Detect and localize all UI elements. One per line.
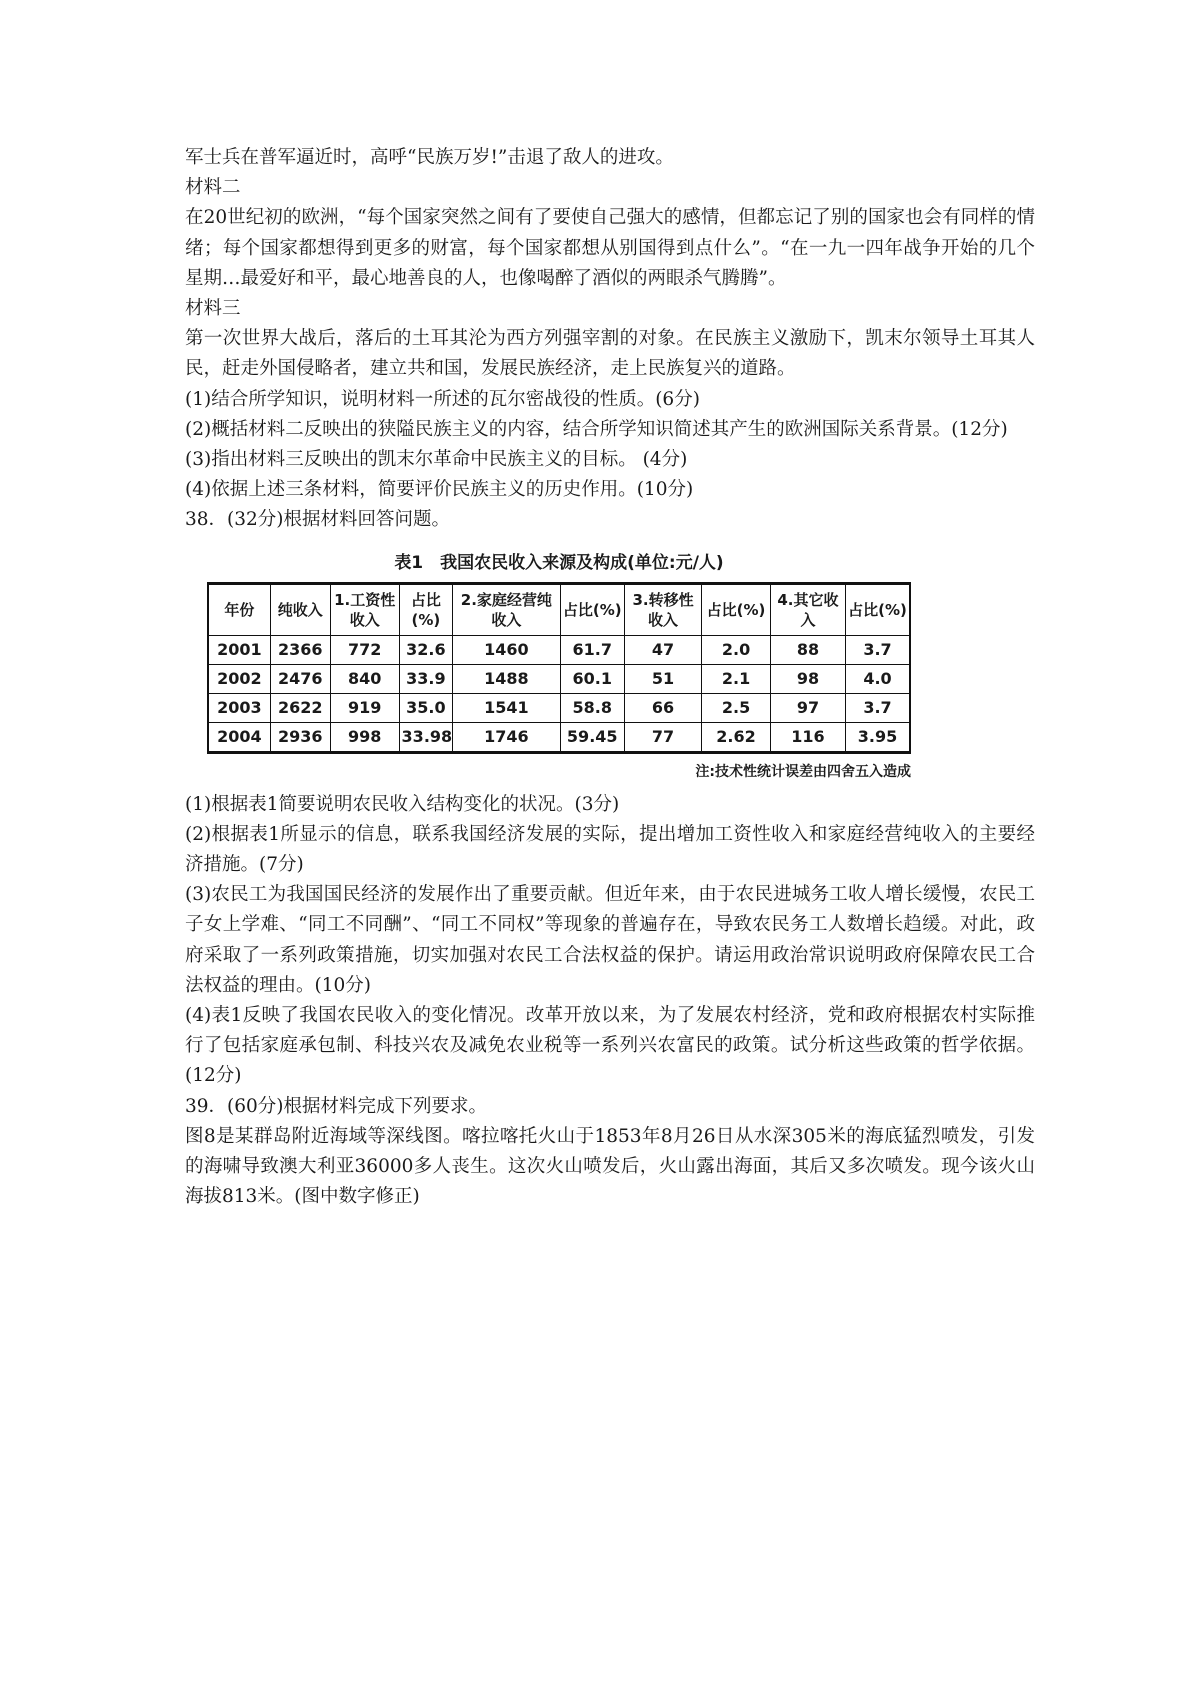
table-row bbox=[208, 635, 910, 664]
table-cell: 77 bbox=[624, 722, 701, 752]
table-cell: 2.62 bbox=[702, 722, 771, 752]
question-38-2: (2)根据表1所显示的信息，联系我国经济发展的实际，提出增加工资性收入和家庭经营纯收入的主要经济措施。(7分) bbox=[185, 823, 1035, 876]
header-transfer-income: 3.转移性收入 bbox=[624, 583, 701, 635]
paragraph-material-three: 第一次世界大战后，落后的土耳其沦为西方列强宰割的对象。在民族主义激励下，凯末尔领导土耳其人民，赶走外国侵略者，建立共和国，发展民族经济，走上民族复兴的道路。 bbox=[185, 328, 1035, 380]
table-cell: 1746 bbox=[453, 722, 560, 752]
question-37-2: (2)概括材料二反映出的狭隘民族主义的内容，结合所学知识简述其产生的欧洲国际关系背景。(12分) bbox=[185, 418, 1008, 440]
question-38-heading: 38．(32分)根据材料回答问题。 bbox=[185, 509, 451, 531]
paragraph-figure-8: 图8是某群岛附近海域等深线图。喀拉喀托火山于1853年8月26日从水深305米的海底猛烈喷发，引发的海啸导致澳大利亚36000多人丧生。这次火山喷发后，火山露出海面，其后又多次喷发。现今该火山海拔813米。(图中数字修正) bbox=[185, 1125, 1035, 1208]
table-cell: 998 bbox=[330, 722, 399, 752]
table-cell: 2001 bbox=[208, 635, 270, 664]
table-cell: 840 bbox=[330, 664, 399, 693]
header-household-income: 2.家庭经营纯收入 bbox=[453, 583, 560, 635]
table-cell: 2.5 bbox=[702, 693, 771, 722]
table-cell: 51 bbox=[624, 664, 701, 693]
header-wage-share: 占比(%) bbox=[399, 583, 453, 635]
table-cell: 2002 bbox=[208, 664, 270, 693]
table-cell: 2003 bbox=[208, 693, 270, 722]
table-cell: 97 bbox=[770, 693, 845, 722]
table-cell: 1488 bbox=[453, 664, 560, 693]
table-row bbox=[208, 693, 910, 722]
table-cell: 919 bbox=[330, 693, 399, 722]
table-cell: 3.7 bbox=[846, 635, 910, 664]
table-header-row bbox=[208, 583, 910, 635]
table-note: 注:技术性统计误差由四舍五入造成 bbox=[695, 763, 911, 780]
table-cell: 61.7 bbox=[560, 635, 624, 664]
table-cell: 772 bbox=[330, 635, 399, 664]
question-37-1: (1)结合所学知识，说明材料一所述的瓦尔密战役的性质。(6分) bbox=[185, 388, 700, 410]
table-cell: 32.6 bbox=[399, 635, 453, 664]
table-cell: 33.98 bbox=[399, 722, 453, 752]
header-household-share: 占比(%) bbox=[560, 583, 624, 635]
material-three-heading: 材料三 bbox=[185, 298, 241, 320]
question-37-3: (3)指出材料三反映出的凯末尔革命中民族主义的目标。 (4分) bbox=[185, 449, 688, 471]
income-table bbox=[207, 582, 911, 754]
paragraph-top-0: 军士兵在普军逼近时，高呼“民族万岁!”击退了敌人的进攻。 bbox=[185, 147, 674, 168]
table-cell: 2.0 bbox=[702, 635, 771, 664]
table-row bbox=[208, 722, 910, 752]
table-row bbox=[208, 664, 910, 693]
header-year: 年份 bbox=[208, 583, 270, 635]
table-cell: 88 bbox=[770, 635, 845, 664]
header-other-share: 占比(%) bbox=[846, 583, 910, 635]
table-cell: 2936 bbox=[270, 722, 330, 752]
income-table-block bbox=[207, 552, 911, 782]
question-39-heading: 39．(60分)根据材料完成下列要求。 bbox=[185, 1095, 488, 1117]
header-other-income: 4.其它收入 bbox=[770, 583, 845, 635]
header-transfer-share: 占比(%) bbox=[702, 583, 771, 635]
table-cell: 47 bbox=[624, 635, 701, 664]
table-cell: 59.45 bbox=[560, 722, 624, 752]
table-cell: 116 bbox=[770, 722, 845, 752]
table-cell: 35.0 bbox=[399, 693, 453, 722]
table-cell: 58.8 bbox=[560, 693, 624, 722]
document-page bbox=[185, 143, 1035, 1212]
paragraph-material-two: 在20世纪初的欧洲，“每个国家突然之间有了要使自己强大的感情，但都忘记了别的国家也会有同样的情绪；每个国家都想得到更多的财富，每个国家都想从别国得到点什么”。“在一九一四年战争开始的几个星期…最爱好和平，最心地善良的人，也像喝醉了酒似的两眼杀气腾腾”。 bbox=[185, 207, 1035, 289]
table-cell: 1541 bbox=[453, 693, 560, 722]
table-cell: 2476 bbox=[270, 664, 330, 693]
table-cell: 1460 bbox=[453, 635, 560, 664]
question-38-1: (1)根据表1简要说明农民收入结构变化的状况。(3分) bbox=[185, 793, 620, 815]
header-wage-income: 1.工资性收入 bbox=[330, 583, 399, 635]
table-cell: 98 bbox=[770, 664, 845, 693]
table-cell: 2622 bbox=[270, 693, 330, 722]
table-cell: 60.1 bbox=[560, 664, 624, 693]
table-cell: 2004 bbox=[208, 722, 270, 752]
table-cell: 33.9 bbox=[399, 664, 453, 693]
table-cell: 3.95 bbox=[846, 722, 910, 752]
table-cell: 2366 bbox=[270, 635, 330, 664]
header-net-income: 纯收入 bbox=[270, 583, 330, 635]
table-cell: 3.7 bbox=[846, 693, 910, 722]
material-two-heading: 材料二 bbox=[185, 177, 241, 199]
question-38-4: (4)表1反映了我国农民收入的变化情况。改革开放以来，为了发展农村经济，党和政府根据农村实际推行了包括家庭承包制、科技兴农及减免农业税等一系列兴农富民的政策。试分析这些政策的哲学依据。(12分) bbox=[185, 1005, 1035, 1087]
table-cell: 66 bbox=[624, 693, 701, 722]
question-38-3: (3)农民工为我国国民经济的发展作出了重要贡献。但近年来，由于农民进城务工收人增长缓慢，农民工子女上学难、“同工不同酬”、“同工不同权”等现象的普遍存在，导致农民务工人数增长趋缓。对此，政府采取了一系列政策措施，切实加强对农民工合法权益的保护。请运用政治常识说明政府保障农民工合法权益的理由。(10分) bbox=[185, 884, 1035, 996]
table-title: 表1 我国农民收入来源及构成(单位:元/人) bbox=[394, 552, 724, 573]
table-cell: 4.0 bbox=[846, 664, 910, 693]
question-37-4: (4)依据上述三条材料，简要评价民族主义的历史作用。(10分) bbox=[185, 479, 694, 501]
table-cell: 2.1 bbox=[702, 664, 771, 693]
